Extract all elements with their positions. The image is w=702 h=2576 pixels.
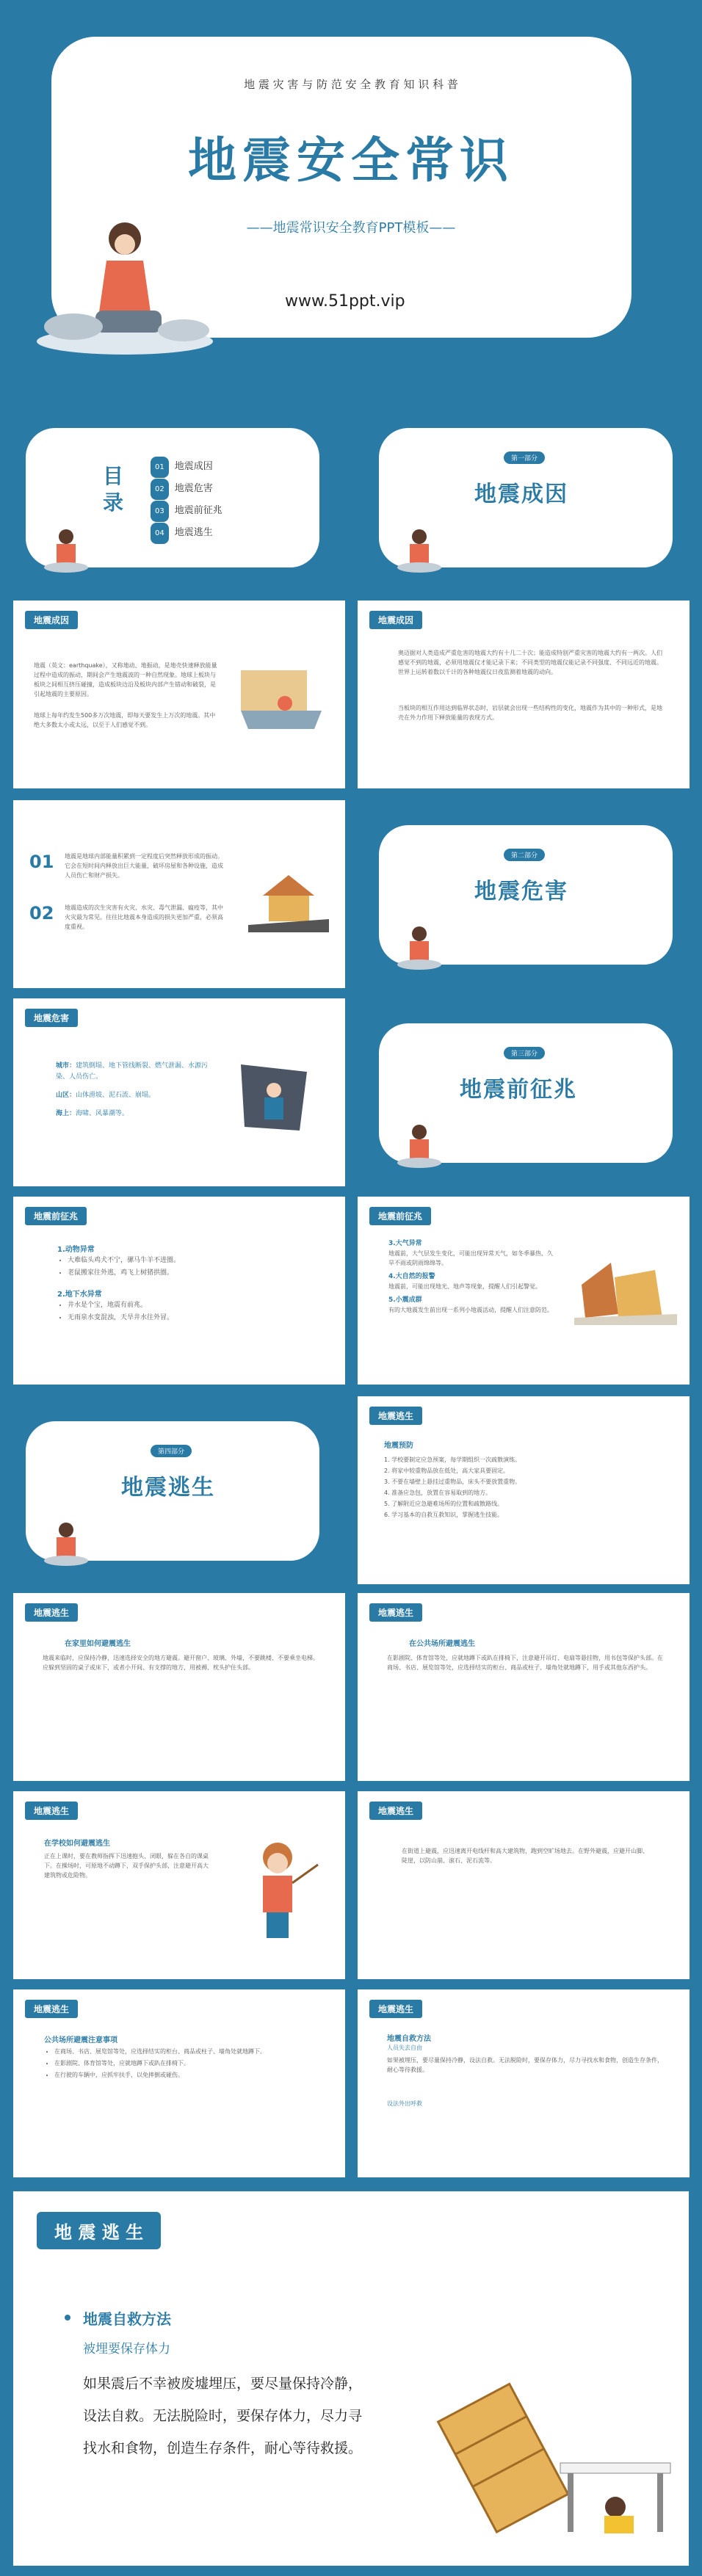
section-title: 地震前征兆 [460,1077,577,1103]
escape-item: • 在影剧院、体育馆等处，应就地蹲下或趴在排椅下。 [54,2058,323,2069]
cause1-text2: 地球上每年约发生500多万次地震，即每天要发生上万次的地震。其中绝大多数太小或太远，以至于人们感觉不到。 [34,712,216,728]
slide-tag: 地震逃生 [25,2000,78,2018]
escape-heading: 公共场所避震注意事项 [44,2036,117,2045]
final-bullet [65,2315,70,2321]
collapsed-building-illustration [574,1248,677,1329]
sign2-slide [358,1197,690,1385]
slide-tag: 地震逃生 [369,2000,422,2018]
toc-title: 目录 [103,464,124,515]
sign-heading: 5.小震成群 [388,1296,422,1304]
toc-item[interactable]: 04 地震逃生 [151,522,222,544]
cause2-slide [358,601,690,788]
girl-illustration [40,523,92,575]
slide-tag: 地震危害 [25,1009,78,1027]
harm2-line: 城市：建筑倒塌、地下管线断裂、燃气泄漏、水源污染、人员伤亡。 [56,1062,209,1081]
escape4-slide [13,1791,345,1979]
escape-item: • 在行驶的车辆中，应抓牢扶手，以免摔倒或碰伤。 [54,2070,323,2080]
escape-subheading: 人员失去自由 [387,2045,422,2051]
fallen-cabinet-illustration [421,2375,685,2544]
section-title: 地震成因 [474,482,568,507]
girl-illustration [394,1119,445,1170]
harm2-line: 海上：海啸、风暴潮等。 [56,1110,129,1117]
toc-item[interactable]: 03 地震前征兆 [151,500,222,522]
final-line: 找水和食物，创造生存条件，耐心等待救援。 [83,2440,363,2456]
escape-subheading: 设法外出呼救 [387,2100,422,2107]
collapsed-house-illustration [248,866,329,932]
escape-text: 在街道上避震，应迅速离开电线杆和高大建筑物，跑到空旷场地去。在野外避震，应避开山脚、陡崖，以防山崩、滚石、泥石流等。 [402,1848,648,1864]
escape1-content [384,1440,670,1520]
section2-slide [353,796,702,992]
teacher-illustration [226,1835,322,1945]
sign-heading: 2.地下水异常 [57,1291,102,1299]
slide-tag: 地震成因 [25,611,78,629]
slide-tag: 地震逃生 [369,1407,422,1425]
sign-heading: 1.动物异常 [57,1246,95,1254]
final-line: 设法自救。无法脱险时，要保存体力，尽力寻 [83,2408,363,2424]
escape-item: • 在商场、书店、展览馆等处，应选择结实的柜台、商品或柱子、墙角处就地蹲下。 [54,2047,323,2057]
escape-item: 6. 学习基本的自救互救知识，掌握逃生技能。 [384,1512,504,1518]
escape-heading: 地震自救方法 [387,2035,431,2043]
section-pill: 第一部分 [504,451,545,464]
section-pill: 第二部分 [504,849,545,861]
final-body [83,2368,362,2464]
girl-illustration [40,1517,92,1568]
cover-slide [0,0,702,393]
toc-slide [0,399,349,595]
cover-url[interactable]: www.51ppt.vip [285,292,405,311]
harm2-list [56,1061,217,1120]
section-title: 地震逃生 [121,1475,215,1501]
cause1-text: 地震（英文：earthquake），又称地动、地振动，是地壳快速释放能量过程中造成的振动，期间会产生地震波的一种自然现象。地球上板块与板块之间相互挤压碰撞，造成板块边沿及板块内部产生错动和破裂，是引起地震的主要原因。 [34,662,217,697]
sign-item: • 老鼠搬家往外逃，鸡飞上树猪拱圈。 [68,1268,307,1279]
slide-tag: 地震逃生 [25,1603,78,1622]
sign1-content [57,1244,307,1325]
escape-text: 正在上课时，要在教师指挥下迅速抱头、闭眼，躲在各自的课桌下。在操场时，可原地不动蹲下，双手保护头部，注意避开高大建筑物或危险物。 [44,1853,209,1879]
harm-text: 地震造成的次生灾害有火灾、水灾、毒气泄漏、瘟疫等，其中火灾最为常见。往往比地震本身造成的损失更加严重，必须高度重视。 [65,904,223,930]
cracked-ground-illustration [234,663,329,736]
section4-slide [0,1392,349,1588]
sign-item: • 无雨泉水变混浊，天旱井水往外冒。 [68,1313,307,1324]
section3-slide [353,994,702,1190]
escape-item: 3. 不要在墙壁上悬挂过重物品，床头不要放置重物。 [384,1479,521,1485]
slide-tag: 地震前征兆 [369,1207,431,1225]
trapped-person-illustration [234,1050,314,1138]
slide-tag: 地震前征兆 [25,1207,87,1225]
harm-num: 01 [29,852,54,872]
harm-text: 地震是地球内部能量积累到一定程度后突然释放形成的振动。它会在短时间内释放出巨大能量，破坏房屋和各种设施，造成人员伤亡和财产损失。 [65,853,223,879]
escape6-slide [13,1989,345,2177]
cover-subtitle-top: 地 震 灾 害 与 防 范 安 全 教 育 知 识 科 普 [244,78,458,91]
slide-tag: 地震逃生 [369,1802,422,1820]
escape1-slide [358,1396,690,1584]
section-title: 地震危害 [474,879,568,904]
slide-tag: 地震成因 [369,611,422,629]
sign-item: • 大难临头鸡犬不宁，骡马牛羊不进圈。 [68,1255,307,1266]
sign1-slide [13,1197,345,1385]
slide-tag: 地震逃生 [25,1802,78,1820]
final-tag: 地 震 逃 生 [37,2212,161,2249]
cause2-text: 奥迈据对人类造成严重危害的地震大约有十几二十次；能造成特别严重灾害的地震大约有一两次。人们感觉不到的地震，必须用地震仪才能记录下来；不同类型的地震仪能记录不同强度、不同远近的地震。世界上运转着数以千计的各种地震仪日夜监测着地震的动向。 [398,650,662,675]
sign2-content [388,1239,557,1315]
sign-text: 有的大地震发生前出现一系列小地震活动，提醒人们注意防范。 [388,1307,553,1313]
cause2-text2: 当板块的相互作用达到临界状态时，岩层就会出现一些结构性的变化，地震作为其中的一种形式，是地壳在外力作用下释放能量的表现方式。 [398,705,662,721]
final-slide [13,2191,689,2566]
harm1-slide [13,800,345,988]
escape2-slide [13,1593,345,1781]
harm2-line: 山区：山体滑坡、泥石流、崩塌。 [56,1092,156,1099]
escape-item: 1. 学校要制定应急预案，每学期组织一次疏散演练。 [384,1456,521,1463]
sign-text: 地震前，可能出现地光、地声等现象，提醒人们引起警觉。 [388,1283,541,1290]
final-heading: 地震自救方法 [83,2310,171,2328]
cover-subtitle: ——地震常识安全教育PPT模板—— [246,220,456,236]
sign-text: 地震前，大气层发生变化，可能出现异常天气，如冬季暴热、久旱不雨或阴雨绵绵等。 [388,1250,553,1266]
girl-illustration [394,921,445,972]
escape-item: 2. 将家中较重物品放在低处，高大家具要固定。 [384,1467,510,1474]
harm2-slide [13,998,345,1186]
escape-item: 4. 准备应急包，放置在容易取到的地方。 [384,1490,492,1496]
escape-heading: 地震预防 [384,1442,413,1450]
escape-text: 在影剧院、体育馆等处，应就地蹲下或趴在排椅下，注意避开吊灯、电扇等悬挂物，用书包等保护头部。在商场、书店、展览馆等处，应选择结实的柜台、商品或柱子、墙角处就地蹲下，用手或其他东西护头。 [387,1655,663,1671]
sign-item: • 井水是个宝，地震有前兆。 [68,1300,307,1311]
sign-heading: 4.大自然的报警 [388,1273,435,1280]
slide-tag: 地震逃生 [369,1603,422,1622]
girl-illustration [394,523,445,575]
final-line: 如果震后不幸被废墟埋压，要尽量保持冷静， [83,2376,363,2392]
escape-text: 地震来临时，应保持冷静，迅速选择安全的地方避震。避开窗户、玻璃、外墙，不要跳楼、不要乘坐电梯。应躲到坚固的桌子或床下，或者小开间、有支撑的地方，用被褥、枕头护住头部。 [43,1655,319,1671]
toc-item[interactable]: 01 地震成因 [151,456,222,478]
escape-heading: 在公共场所避震逃生 [409,1640,475,1648]
escape3-slide [358,1593,690,1781]
section-pill: 第四部分 [151,1445,192,1457]
cover-title: 地震安全常识 [188,132,514,189]
escape5-slide [358,1791,690,1979]
escape-heading: 在学校如何避震逃生 [44,1840,110,1848]
harm-num: 02 [29,903,54,924]
escape-item: 5. 了解附近应急避难场所的位置和疏散路线。 [384,1501,504,1507]
section-pill: 第三部分 [504,1047,545,1059]
sign-heading: 3.大气异常 [388,1240,422,1247]
escape-text: 如果被埋压，要尽量保持冷静，设法自救。无法脱险时，要保存体力，尽力寻找水和食物，创造生存条件，耐心等待救援。 [387,2057,663,2073]
toc-list [151,456,222,544]
toc-item[interactable]: 02 地震危害 [151,478,222,500]
escape-heading: 在家里如何避震逃生 [65,1640,131,1648]
escape6-list [44,2047,323,2082]
sitting-girl-illustration [29,209,220,356]
final-subheading: 被埋要保存体力 [83,2342,170,2357]
section1-slide [353,399,702,595]
cause1-slide [13,601,345,788]
escape7-slide [358,1989,690,2177]
